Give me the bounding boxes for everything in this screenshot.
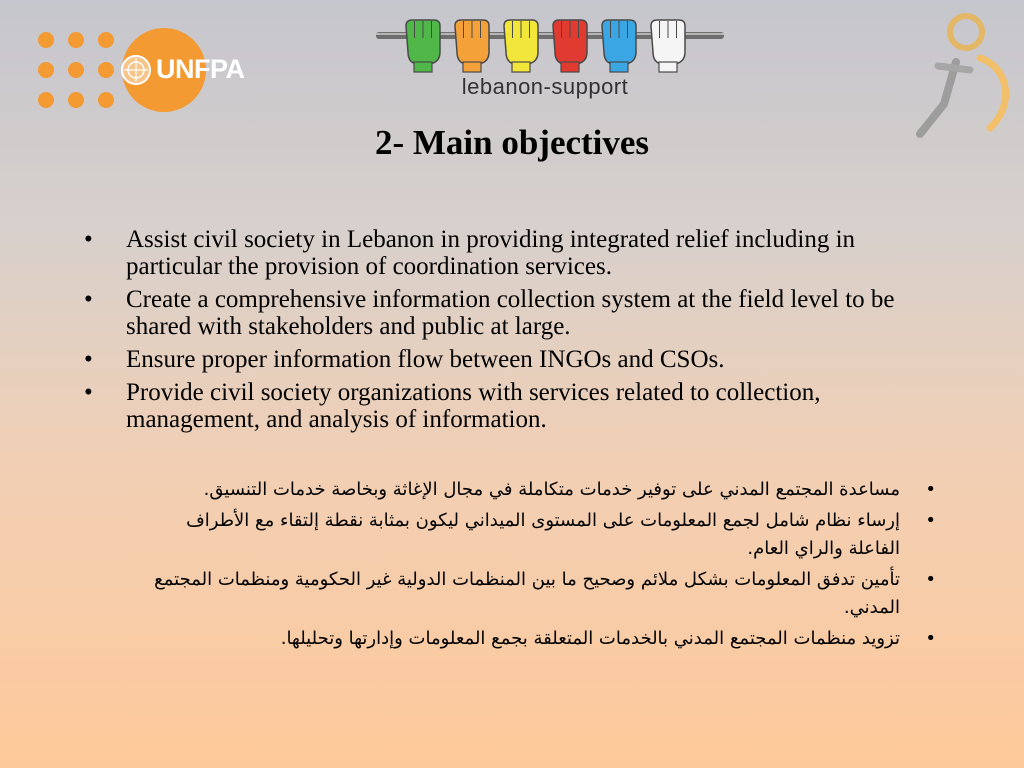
raised-fists-icon	[374, 18, 726, 78]
list-item: • Provide civil society organizations with services related to collection, management, and analysis of information.	[80, 379, 950, 433]
list-item: • Assist civil society in Lebanon in providing integrated relief including in particular the provision of coordination services.	[80, 226, 950, 280]
lebanon-support-wordmark: lebanon-support	[461, 74, 629, 99]
fist-icon	[651, 20, 685, 72]
fist-icon	[504, 20, 538, 72]
unfpa-dots-icon	[34, 28, 118, 112]
person-figure-icon	[910, 6, 1022, 140]
unfpa-wordmark: UNFPA	[156, 54, 245, 84]
fist-icon	[455, 20, 489, 72]
list-item: • تزويد منظمات المجتمع المدني بالخدمات المتعلقة بجمع المعلومات وإدارتها وتحليلها.	[140, 625, 940, 653]
list-item: • Create a comprehensive information collection system at the field level to be shared with stakeholders and public at large.	[80, 286, 950, 340]
list-item: • Ensure proper information flow between INGOs and CSOs.	[80, 346, 950, 373]
list-item: • إرساء نظام شامل لجمع المعلومات على المستوى الميداني ليكون بمثابة نقطة إلتقاء مع الأطراف الفاعلة والراي العام.	[140, 507, 940, 563]
objectives-list-english	[80, 226, 950, 439]
fist-icon	[602, 20, 636, 72]
un-emblem-icon	[120, 54, 152, 86]
fist-icon	[553, 20, 587, 72]
page-title: 2- Main objectives	[374, 123, 650, 162]
list-item: • تأمين تدفق المعلومات بشكل ملائم وصحيح ما بين المنظمات الدولية غير الحكومية ومنظمات المجتمع المدني.	[140, 566, 940, 622]
objectives-list-arabic	[140, 476, 940, 656]
list-item: • مساعدة المجتمع المدني على توفير خدمات متكاملة في مجال الإغاثة وبخاصة خدمات التنسيق.	[140, 476, 940, 504]
fist-icon	[406, 20, 440, 72]
unfpa-logo	[34, 28, 245, 112]
lebanon-support-logo	[374, 18, 726, 106]
